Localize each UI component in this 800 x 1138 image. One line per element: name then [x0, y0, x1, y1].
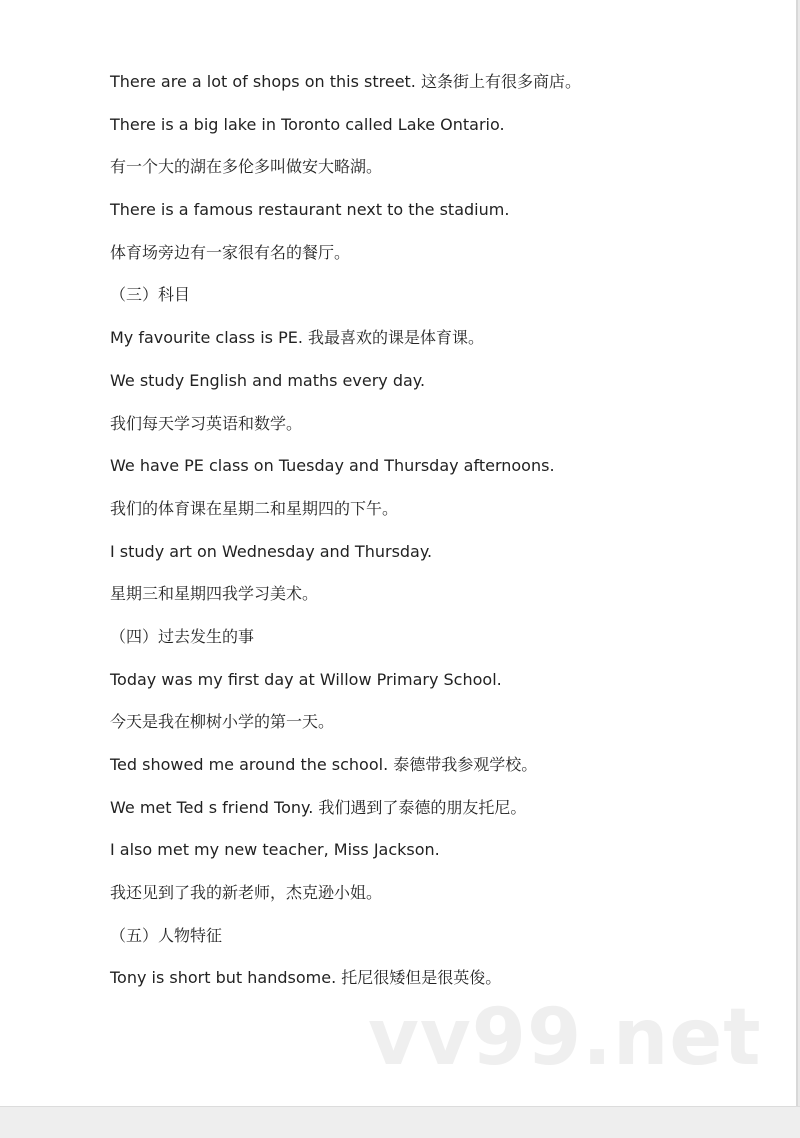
section-heading: （五）人物特征 [110, 925, 223, 945]
sentence-line: 我们每天学习英语和数学。 [110, 413, 303, 433]
watermark: vv99.net [368, 993, 762, 1083]
sentence-line: I study art on Wednesday and Thursday. [110, 541, 433, 561]
section-heading: （三）科目 [110, 285, 191, 305]
sentence-line: Ted showed me around the school. 泰德带我参观学校。 [110, 755, 538, 774]
sentence-line: We have PE class on Tuesday and Thursday afternoons. [110, 456, 555, 476]
sentence-line: We met Ted s friend Tony. 我们遇到了泰德的朋友托尼。 [110, 797, 527, 817]
text-body [110, 68, 790, 1007]
sentence-line: I also met my new teacher, Miss Jackson. [110, 840, 440, 860]
sentence-line: 体育场旁边有一家很有名的餐厅。 [110, 242, 351, 262]
viewer-bottom-edge [0, 1106, 800, 1138]
sentence-line: There are a lot of shops on this street. 这条街上有很多商店。 [110, 72, 581, 91]
section-heading: （四）过去发生的事 [110, 626, 255, 646]
sentence-line: 星期三和星期四我学习美术。 [110, 584, 319, 604]
sentence-line: There is a famous restaurant next to the stadium. [110, 200, 510, 220]
sentence-line: Tony is short but handsome. 托尼很矮但是很英俊。 [110, 968, 502, 988]
sentence-line: We study English and maths every day. [110, 370, 426, 390]
sentence-line: 有一个大的湖在多伦多叫做安大略湖。 [110, 157, 383, 177]
sentence-line: My favourite class is PE. 我最喜欢的课是体育课。 [110, 328, 485, 348]
sentence-line: Today was my first day at Willow Primary School. [110, 669, 502, 689]
sentence-line: 今天是我在柳树小学的第一天。 [110, 712, 335, 732]
sentence-line: 我还见到了我的新老师，杰克逊小姐。 [110, 883, 383, 903]
sentence-line: 我们的体育课在星期二和星期四的下午。 [110, 498, 399, 518]
sentence-line: There is a big lake in Toronto called Lake Ontario. [110, 114, 505, 134]
